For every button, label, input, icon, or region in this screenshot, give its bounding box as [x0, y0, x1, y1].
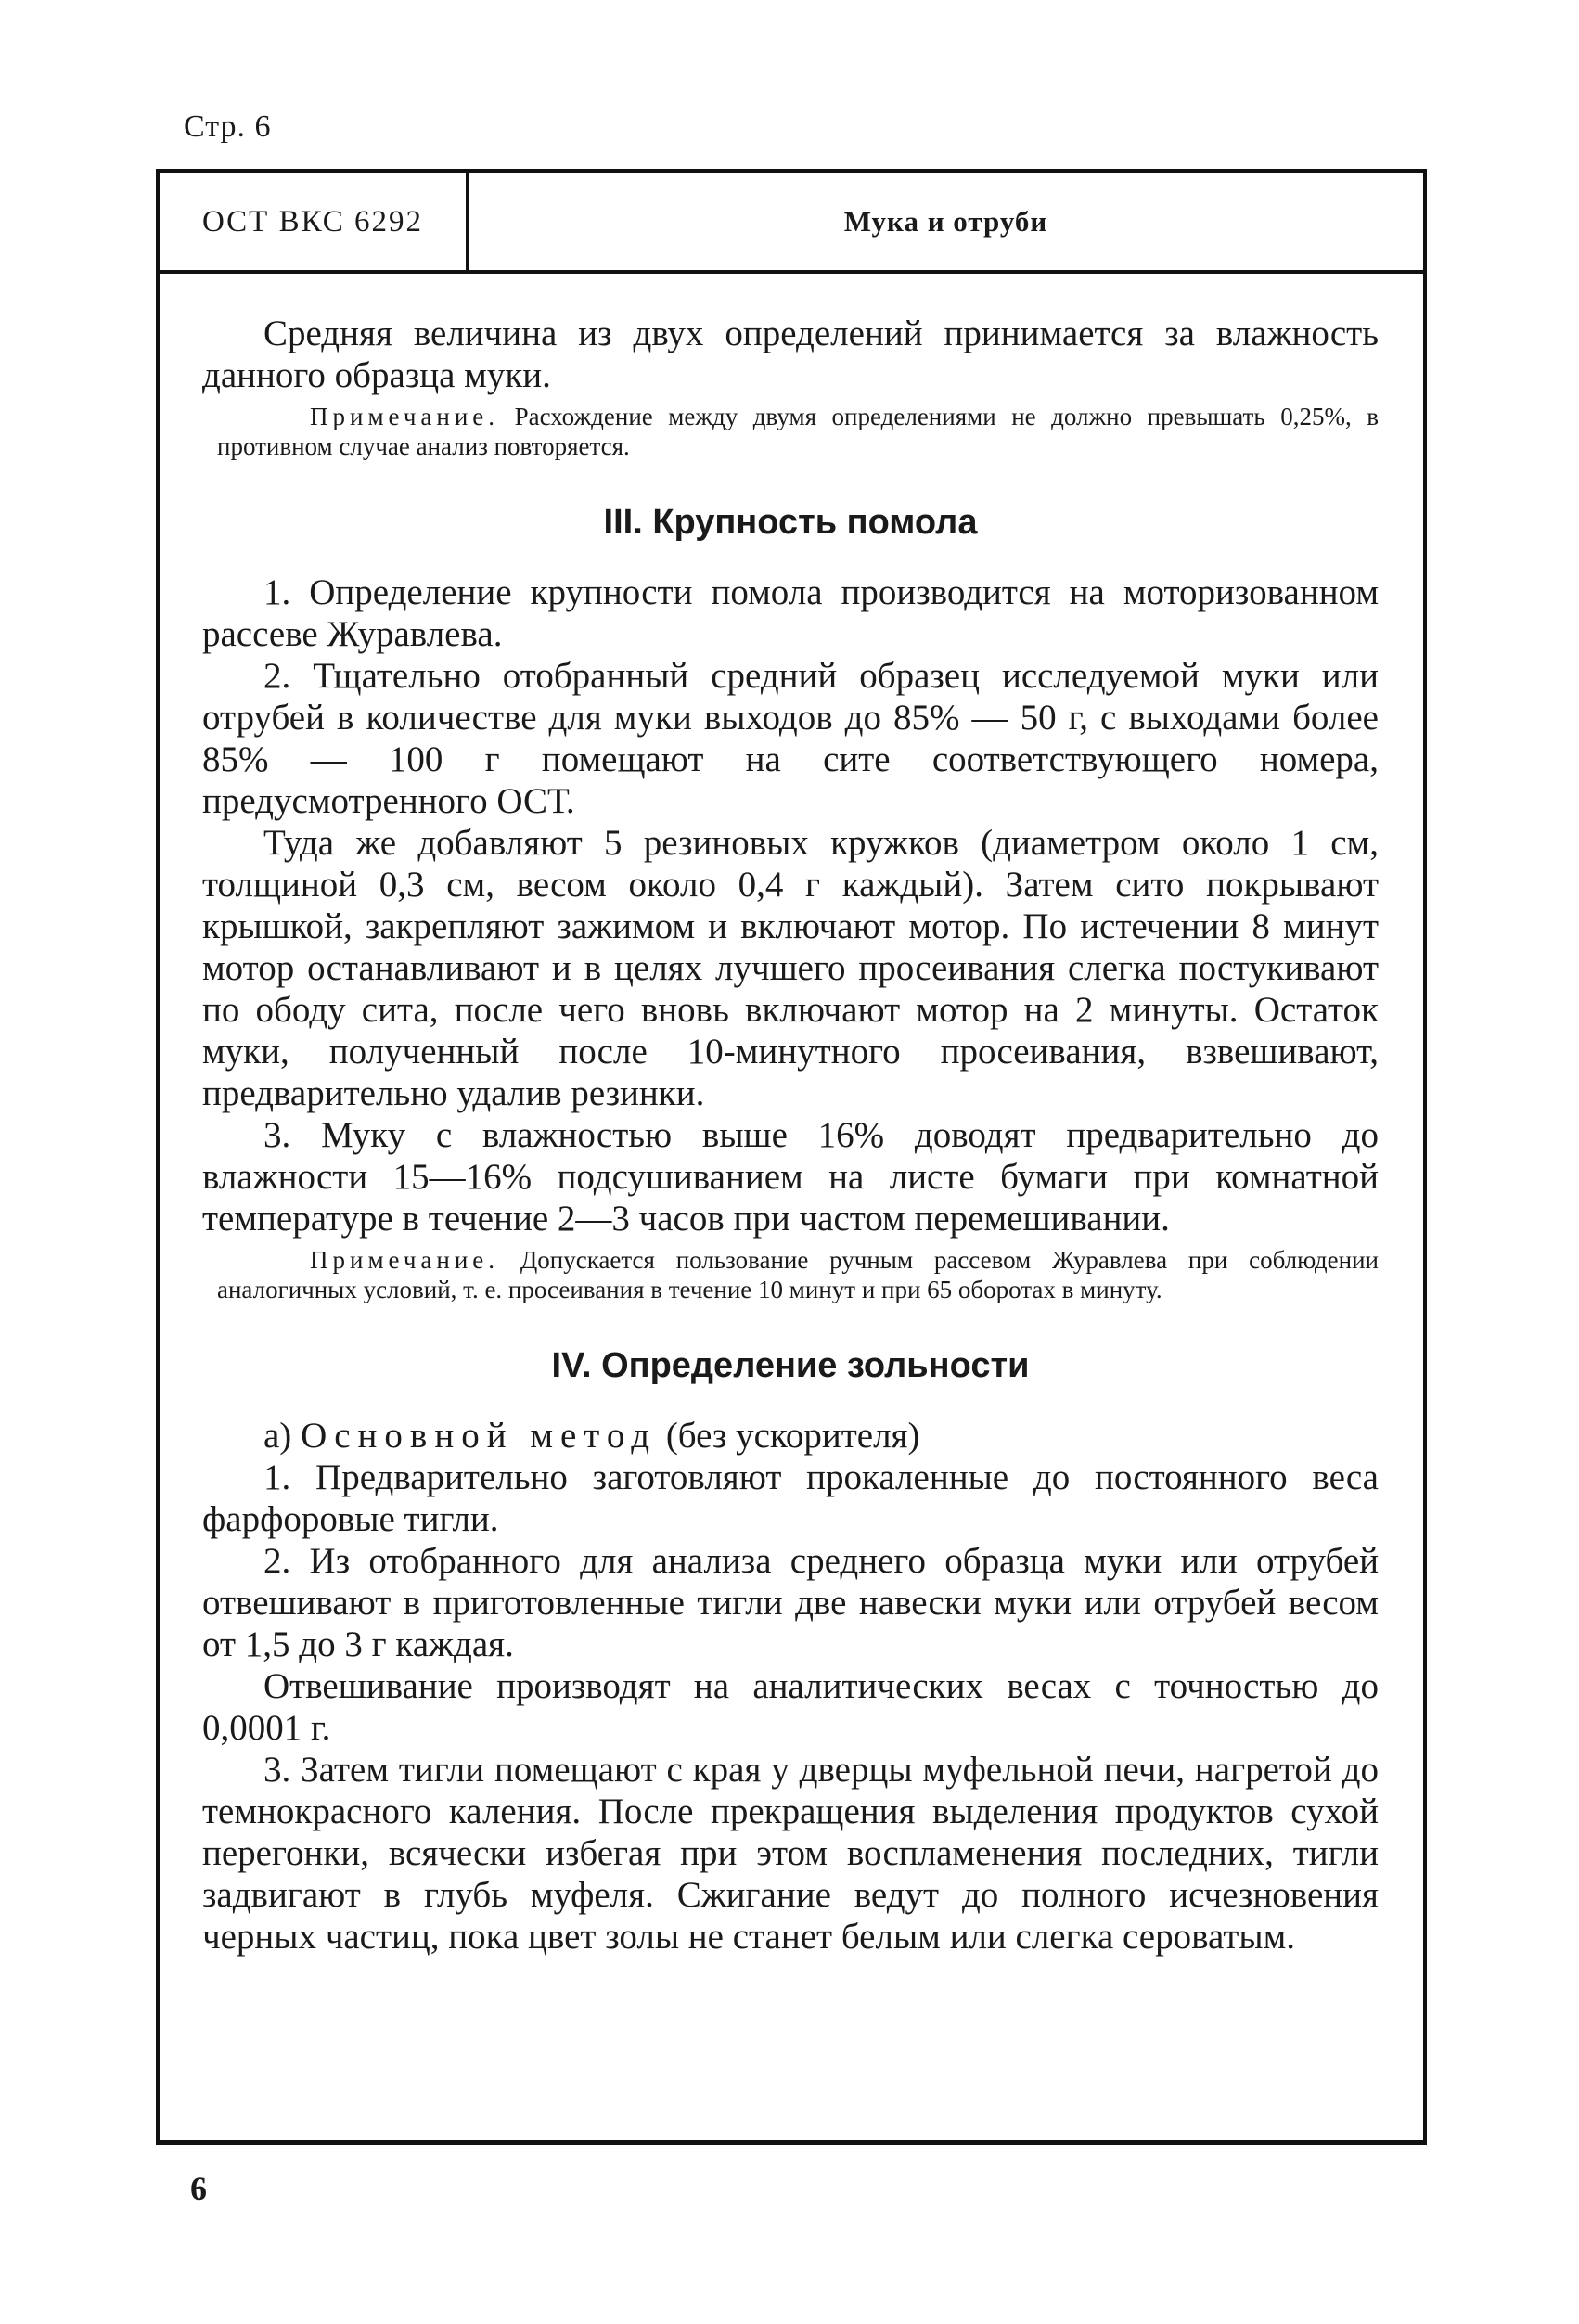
subsection-title: Основной метод	[301, 1416, 658, 1456]
page-label: Стр. 6	[184, 109, 272, 144]
document-header	[160, 173, 1423, 274]
paragraph: Отвешивание производят на аналитических весах с точностью до 0,0001 г.	[202, 1666, 1379, 1748]
note-label: Примечание.	[310, 403, 500, 430]
paragraph: Туда же добавляют 5 резиновых кружков (диаметром около 1 см, толщиной 0,3 см, весом около 0,4 г каждый). Затем сито покрывают крышкой, закрепляют зажимом и включают мотор. По истечении 8 минут мотор останавливают и в целях лучшего просеивания слегка постукивают по ободу сита, после чего вновь включают мотор на 2 минуты. Остаток муки, полученный после 10-минутного просеивания, взвешивают, предварительно удалив резинки.	[202, 823, 1379, 1113]
document-title: Мука и отруби	[843, 205, 1048, 238]
paragraph: Средняя величина из двух определений принимается за влажность данного образца муки.	[202, 314, 1379, 395]
note-text: Расхождение между двумя определениями не должно превышать 0,25%, в противном случае анализ повторяется.	[217, 403, 1379, 460]
paragraph: 3. Затем тигли помещают с края у дверцы муфельной печи, нагретой до темнокрасного каления. После прекращения выделения продуктов сухой перегонки, всячески избегая при этом воспламенения последних, тигли задвигают в глубь муфеля. Сжигание ведут до полного исчезновения черных частиц, пока цвет золы не станет белым или слегка сероватым.	[202, 1750, 1379, 1957]
subsection-heading	[202, 1415, 1379, 1457]
standard-code: ОСТ ВКС 6292	[160, 173, 469, 270]
paragraph: 2. Из отобранного для анализа среднего образца муки или отрубей отвешивают в приготовленные тигли две навески муки или отрубей весом от 1,5 до 3 г каждая.	[202, 1541, 1379, 1664]
paragraph: 1. Определение крупности помола производится на моторизованном рассеве Журавлева.	[202, 572, 1379, 654]
section-title-iv: IV. Определение зольности	[551, 1346, 1030, 1385]
paragraph: 1. Предварительно заготовляют прокаленные до постоянного веса фарфоровые тигли.	[202, 1457, 1379, 1539]
note	[217, 1245, 1379, 1304]
subsection-prefix: а)	[263, 1416, 302, 1456]
page-frame	[156, 169, 1427, 2145]
page-number: 6	[190, 2170, 207, 2207]
section-title-iii: III. Крупность помола	[603, 503, 978, 542]
paragraph: 3. Муку с влажностью выше 16% доводят предварительно до влажности 15—16% подсушиванием на листе бумаги при комнатной температуре в течение 2—3 часов при частом перемешивании.	[202, 1115, 1379, 1239]
document-body	[202, 313, 1379, 1958]
note-label: Примечание.	[310, 1246, 500, 1274]
paragraph: 2. Тщательно отобранный средний образец исследуемой муки или отрубей в количестве для муки выходов до 85% — 50 г, с выходами более 85% — 100 г помещают на сите соответствующего номера, предусмотренного ОСТ.	[202, 656, 1379, 821]
subsection-suffix: (без ускорителя)	[657, 1416, 920, 1456]
note	[217, 402, 1379, 461]
note-text: Допускается пользование ручным рассевом Журавлева при соблюдении аналогичных условий, т. е. просеивания в течение 10 минут и при 65 оборотах в минуту.	[217, 1246, 1379, 1303]
